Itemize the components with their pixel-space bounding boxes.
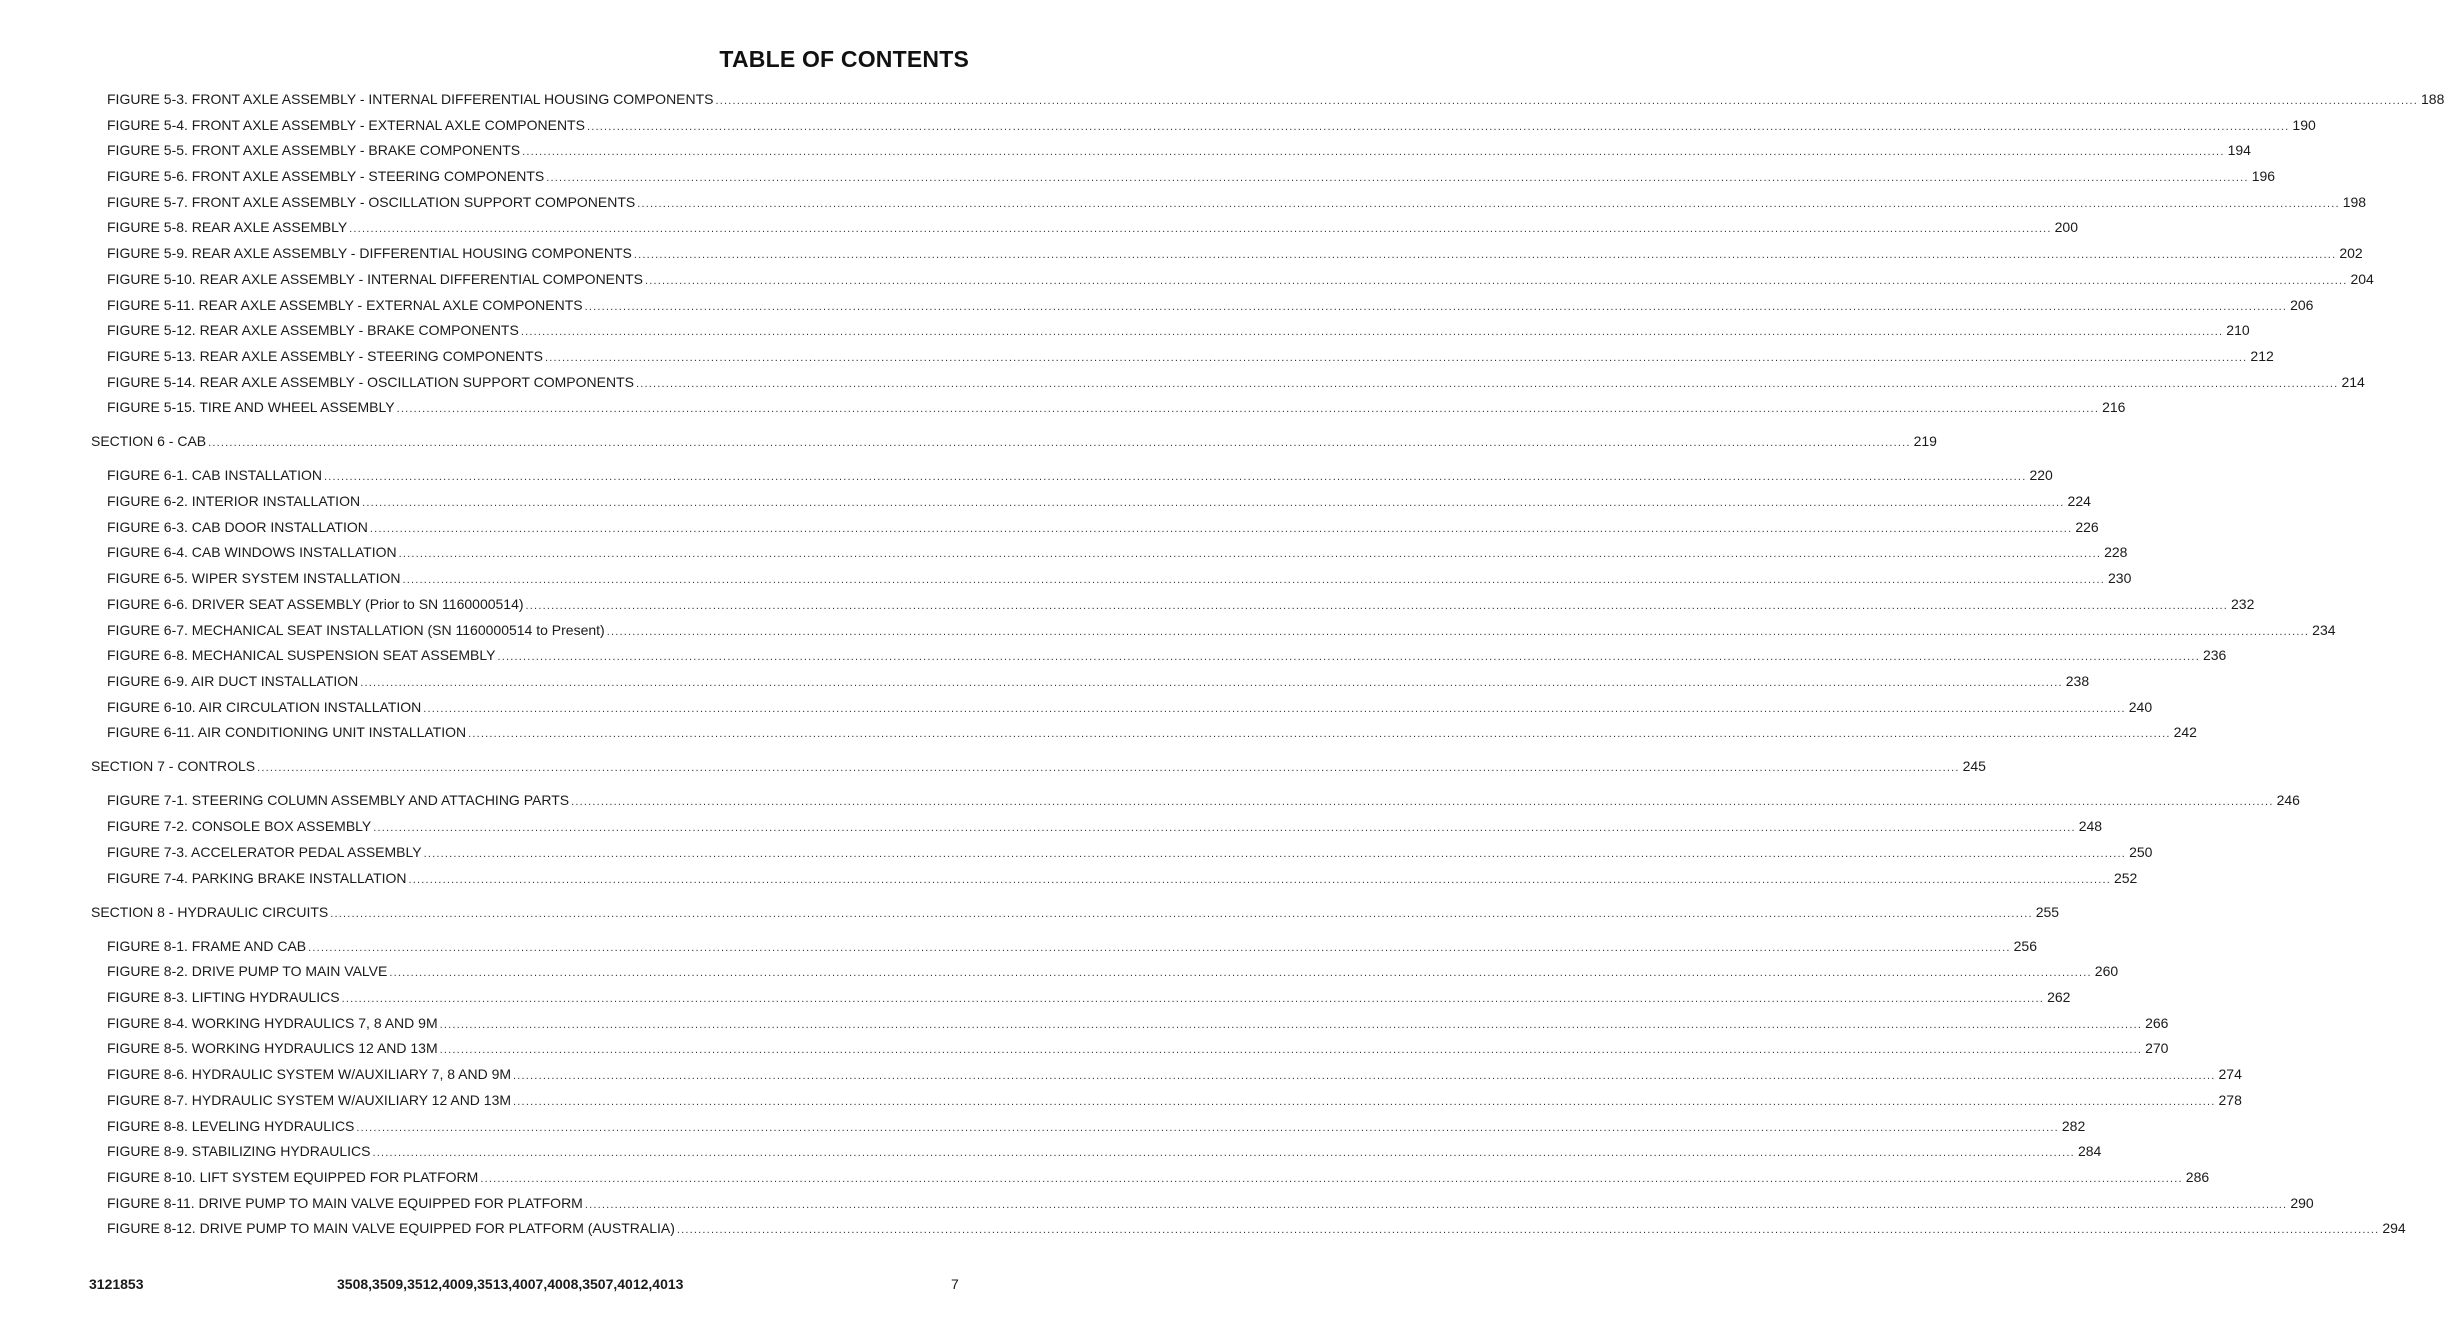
- page-footer: [0, 1276, 1024, 1298]
- dot-leader: ................................................................................................................................................................................................................................................................................................................................................................................................................: [208, 437, 1911, 450]
- toc-entry-page: 216: [2102, 399, 2126, 416]
- toc-entry-page: 234: [2312, 621, 2336, 638]
- toc-entry-page: 190: [2292, 116, 2316, 133]
- dot-leader: ................................................................................................................................................................................................................................................................................................................................................................................................................: [676, 1224, 2380, 1237]
- dot-leader: ................................................................................................................................................................................................................................................................................................................................................................................................................: [584, 300, 2288, 313]
- toc-entry-page: 255: [2035, 903, 2060, 920]
- toc-figure-entry[interactable]: [107, 489, 2091, 515]
- toc-entry-page: 252: [2113, 869, 2138, 886]
- page-title: TABLE OF CONTENTS: [719, 46, 969, 72]
- toc-figure-entry[interactable]: [107, 959, 2119, 985]
- toc-entry-page: 204: [2350, 270, 2374, 287]
- document-number: 3121853: [89, 1276, 144, 1292]
- toc-entry-label: FIGURE 6-9. AIR DUCT INSTALLATION: [107, 672, 359, 689]
- toc-entry-label: FIGURE 6-10. AIR CIRCULATION INSTALLATION: [107, 698, 422, 715]
- toc-figure-entry[interactable]: [107, 1165, 2210, 1191]
- toc-entry-label: SECTION 7 - CONTROLS: [91, 758, 256, 775]
- toc-entry-page: 238: [2065, 672, 2090, 689]
- toc-list: [0, 87, 2444, 1242]
- page-number: 7: [951, 1276, 959, 1292]
- toc-entry-label: FIGURE 5-5. FRONT AXLE ASSEMBLY - BRAKE COMPONENTS: [107, 142, 521, 159]
- toc-entry-page: 224: [2067, 493, 2091, 510]
- toc-figure-entry[interactable]: [107, 643, 2227, 669]
- toc-figure-entry[interactable]: [107, 113, 2316, 139]
- toc-entry-page: 200: [2054, 219, 2078, 236]
- toc-entry-page: 210: [2226, 322, 2250, 339]
- toc-entry-label: FIGURE 5-7. FRONT AXLE ASSEMBLY - OSCILLATION SUPPORT COMPONENTS: [107, 193, 636, 210]
- dot-leader: ................................................................................................................................................................................................................................................................................................................................................................................................................: [257, 762, 1960, 775]
- toc-entry-page: 262: [2047, 989, 2071, 1006]
- toc-figure-entry[interactable]: [107, 267, 2374, 293]
- toc-figure-entry[interactable]: [107, 618, 2336, 644]
- toc-figure-entry[interactable]: [107, 463, 2053, 489]
- toc-section-entry[interactable]: [91, 429, 1937, 455]
- dot-leader: ................................................................................................................................................................................................................................................................................................................................................................................................................: [635, 377, 2339, 390]
- toc-entry-label: FIGURE 5-10. REAR AXLE ASSEMBLY - INTERNAL DIFFERENTIAL COMPONENTS: [107, 270, 644, 287]
- dot-leader: ................................................................................................................................................................................................................................................................................................................................................................................................................: [439, 1044, 2143, 1057]
- toc-figure-entry[interactable]: [107, 515, 2099, 541]
- toc-entry-label: FIGURE 5-9. REAR AXLE ASSEMBLY - DIFFERENTIAL HOUSING COMPONENTS: [107, 245, 632, 262]
- toc-figure-entry[interactable]: [107, 720, 2197, 746]
- toc-entry-label: FIGURE 7-1. STEERING COLUMN ASSEMBLY AND ATTACHING PARTS: [107, 792, 570, 809]
- dot-leader: ................................................................................................................................................................................................................................................................................................................................................................................................................: [356, 1121, 2059, 1134]
- toc-entry-page: 219: [1913, 433, 1937, 450]
- toc-entry-page: 236: [2202, 647, 2227, 664]
- toc-entry-label: FIGURE 7-3. ACCELERATOR PEDAL ASSEMBLY: [107, 843, 422, 860]
- dot-leader: ................................................................................................................................................................................................................................................................................................................................................................................................................: [349, 223, 2052, 236]
- toc-entry-page: 246: [2276, 792, 2300, 809]
- toc-entry-label: FIGURE 6-8. MECHANICAL SUSPENSION SEAT ASSEMBLY: [107, 647, 496, 664]
- toc-entry-page: 290: [2290, 1194, 2314, 1211]
- dot-leader: ................................................................................................................................................................................................................................................................................................................................................................................................................: [645, 274, 2348, 287]
- dot-leader: ................................................................................................................................................................................................................................................................................................................................................................................................................: [637, 197, 2340, 210]
- toc-figure-entry[interactable]: [107, 566, 2132, 592]
- dot-leader: ................................................................................................................................................................................................................................................................................................................................................................................................................: [372, 1147, 2075, 1160]
- toc-figure-entry[interactable]: [107, 1062, 2242, 1088]
- toc-entry-page: 228: [2104, 544, 2128, 561]
- toc-entry-label: FIGURE 6-3. CAB DOOR INSTALLATION: [107, 518, 368, 535]
- toc-figure-entry[interactable]: [107, 985, 2071, 1011]
- toc-entry-label: FIGURE 8-11. DRIVE PUMP TO MAIN VALVE EQUIPPED FOR PLATFORM: [107, 1194, 583, 1211]
- toc-entry-page: 248: [2078, 818, 2103, 835]
- toc-entry-label: FIGURE 6-5. WIPER SYSTEM INSTALLATION: [107, 570, 401, 587]
- toc-figure-entry[interactable]: [107, 840, 2153, 866]
- toc-entry-page: 188: [2421, 91, 2444, 107]
- toc-entry-page: 198: [2342, 193, 2367, 210]
- dot-leader: ................................................................................................................................................................................................................................................................................................................................................................................................................: [715, 95, 2418, 107]
- toc-figure-entry[interactable]: [107, 138, 2251, 164]
- dot-leader: ................................................................................................................................................................................................................................................................................................................................................................................................................: [423, 847, 2127, 860]
- toc-entry-page: 270: [2145, 1040, 2169, 1057]
- toc-entry-page: 278: [2218, 1091, 2242, 1108]
- toc-entry-label: FIGURE 5-11. REAR AXLE ASSEMBLY - EXTERNAL AXLE COMPONENTS: [107, 296, 583, 313]
- toc-entry-label: FIGURE 8-9. STABILIZING HYDRAULICS: [107, 1143, 371, 1160]
- toc-figure-entry[interactable]: [107, 1011, 2169, 1037]
- toc-entry-page: 284: [2077, 1143, 2102, 1160]
- dot-leader: ................................................................................................................................................................................................................................................................................................................................................................................................................: [513, 1070, 2216, 1083]
- toc-entry-label: FIGURE 6-11. AIR CONDITIONING UNIT INSTALLATION: [107, 724, 467, 741]
- dot-leader: ................................................................................................................................................................................................................................................................................................................................................................................................................: [525, 599, 2229, 612]
- toc-figure-entry[interactable]: [107, 370, 2365, 396]
- toc-figure-entry[interactable]: [107, 318, 2250, 344]
- dot-leader: ................................................................................................................................................................................................................................................................................................................................................................................................................: [330, 907, 2033, 920]
- dot-leader: ................................................................................................................................................................................................................................................................................................................................................................................................................: [497, 651, 2200, 664]
- dot-leader: ................................................................................................................................................................................................................................................................................................................................................................................................................: [468, 728, 2171, 741]
- toc-entry-label: FIGURE 8-4. WORKING HYDRAULICS 7, 8 AND 9M: [107, 1014, 438, 1031]
- toc-entry-page: 226: [2075, 518, 2099, 535]
- toc-entry-page: 245: [1962, 758, 1986, 775]
- toc-entry-page: 282: [2061, 1117, 2086, 1134]
- toc-entry-label: FIGURE 6-1. CAB INSTALLATION: [107, 467, 322, 484]
- dot-leader: ................................................................................................................................................................................................................................................................................................................................................................................................................: [633, 249, 2337, 262]
- toc-entry-page: 240: [2128, 698, 2153, 715]
- toc-figure-entry[interactable]: [107, 293, 2314, 319]
- toc-entry-label: FIGURE 8-5. WORKING HYDRAULICS 12 AND 13M: [107, 1040, 438, 1057]
- toc-entry-page: 220: [2029, 467, 2053, 484]
- toc-entry-page: 260: [2094, 963, 2119, 980]
- toc-entry-label: FIGURE 8-10. LIFT SYSTEM EQUIPPED FOR PLATFORM: [107, 1168, 479, 1185]
- toc-figure-entry[interactable]: [107, 814, 2103, 840]
- toc-entry-page: 286: [2185, 1168, 2210, 1185]
- toc-entry-page: 266: [2145, 1014, 2169, 1031]
- toc-figure-entry[interactable]: [107, 395, 2126, 421]
- dot-leader: ................................................................................................................................................................................................................................................................................................................................................................................................................: [606, 625, 2310, 638]
- toc-entry-page: 230: [2108, 570, 2132, 587]
- toc-entry-page: 274: [2218, 1066, 2242, 1083]
- toc-entry-page: 196: [2251, 168, 2276, 185]
- dot-leader: ................................................................................................................................................................................................................................................................................................................................................................................................................: [544, 351, 2248, 364]
- toc-figure-entry[interactable]: [107, 1036, 2169, 1062]
- toc-entry-page: 232: [2231, 595, 2255, 612]
- toc-entry-label: SECTION 8 - HYDRAULIC CIRCUITS: [91, 903, 329, 920]
- toc-entry-label: FIGURE 6-6. DRIVER SEAT ASSEMBLY (Prior to SN 1160000514): [107, 595, 524, 612]
- dot-leader: ................................................................................................................................................................................................................................................................................................................................................................................................................: [513, 1095, 2216, 1108]
- toc-entry-page: 206: [2290, 296, 2314, 313]
- dot-leader: ................................................................................................................................................................................................................................................................................................................................................................................................................: [586, 120, 2290, 133]
- toc-figure-entry[interactable]: [107, 669, 2090, 695]
- toc-entry-page: 294: [2382, 1220, 2406, 1237]
- toc-entry-page: 256: [2013, 937, 2037, 954]
- toc-figure-entry[interactable]: [107, 344, 2274, 370]
- toc-entry-label: FIGURE 8-8. LEVELING HYDRAULICS: [107, 1117, 355, 1134]
- toc-figure-entry[interactable]: [107, 87, 2444, 113]
- toc-entry-page: 194: [2227, 142, 2251, 159]
- toc-figure-entry[interactable]: [107, 215, 2078, 241]
- toc-entry-label: FIGURE 8-3. LIFTING HYDRAULICS: [107, 989, 340, 1006]
- toc-figure-entry[interactable]: [107, 164, 2276, 190]
- dot-leader: ................................................................................................................................................................................................................................................................................................................................................................................................................: [396, 403, 2100, 416]
- toc-entry-label: FIGURE 8-1. FRAME AND CAB: [107, 937, 307, 954]
- toc-figure-entry[interactable]: [107, 695, 2153, 721]
- toc-figure-entry[interactable]: [107, 592, 2255, 618]
- toc-entry-page: 214: [2341, 373, 2365, 390]
- toc-entry-label: FIGURE 7-2. CONSOLE BOX ASSEMBLY: [107, 818, 372, 835]
- toc-entry-label: FIGURE 5-15. TIRE AND WHEEL ASSEMBLY: [107, 399, 395, 416]
- dot-leader: ................................................................................................................................................................................................................................................................................................................................................................................................................: [522, 146, 2225, 159]
- toc-figure-entry[interactable]: [107, 1139, 2102, 1165]
- dot-leader: ................................................................................................................................................................................................................................................................................................................................................................................................................: [398, 548, 2102, 561]
- toc-figure-entry[interactable]: [107, 1114, 2086, 1140]
- toc-figure-entry[interactable]: [107, 866, 2138, 892]
- dot-leader: ................................................................................................................................................................................................................................................................................................................................................................................................................: [323, 471, 2027, 484]
- dot-leader: ................................................................................................................................................................................................................................................................................................................................................................................................................: [439, 1018, 2143, 1031]
- toc-entry-page: 212: [2250, 347, 2274, 364]
- dot-leader: ................................................................................................................................................................................................................................................................................................................................................................................................................: [520, 326, 2224, 339]
- toc-figure-entry[interactable]: [107, 241, 2363, 267]
- toc-entry-label: FIGURE 6-2. INTERIOR INSTALLATION: [107, 493, 361, 510]
- toc-figure-entry[interactable]: [107, 934, 2037, 960]
- dot-leader: ................................................................................................................................................................................................................................................................................................................................................................................................................: [360, 676, 2063, 689]
- toc-entry-label: FIGURE 7-4. PARKING BRAKE INSTALLATION: [107, 869, 407, 886]
- dot-leader: ................................................................................................................................................................................................................................................................................................................................................................................................................: [389, 967, 2092, 980]
- toc-entry-label: FIGURE 5-6. FRONT AXLE ASSEMBLY - STEERING COMPONENTS: [107, 168, 545, 185]
- toc-entry-label: FIGURE 8-2. DRIVE PUMP TO MAIN VALVE: [107, 963, 388, 980]
- dot-leader: ................................................................................................................................................................................................................................................................................................................................................................................................................: [571, 796, 2274, 809]
- toc-entry-label: FIGURE 8-12. DRIVE PUMP TO MAIN VALVE EQUIPPED FOR PLATFORM (AUSTRALIA): [107, 1220, 675, 1237]
- dot-leader: ................................................................................................................................................................................................................................................................................................................................................................................................................: [308, 941, 2011, 954]
- dot-leader: ................................................................................................................................................................................................................................................................................................................................................................................................................: [362, 497, 2065, 510]
- dot-leader: ................................................................................................................................................................................................................................................................................................................................................................................................................: [408, 873, 2111, 886]
- toc-figure-entry[interactable]: [107, 1216, 2406, 1242]
- dot-leader: ................................................................................................................................................................................................................................................................................................................................................................................................................: [402, 574, 2105, 587]
- toc-entry-label: FIGURE 5-8. REAR AXLE ASSEMBLY: [107, 219, 348, 236]
- toc-entry-label: SECTION 6 - CAB: [91, 433, 207, 450]
- toc-entry-page: 242: [2173, 724, 2197, 741]
- dot-leader: ................................................................................................................................................................................................................................................................................................................................................................................................................: [584, 1198, 2288, 1211]
- toc-entry-page: 202: [2339, 245, 2363, 262]
- toc-section-entry[interactable]: [91, 754, 1986, 780]
- toc-figure-entry[interactable]: [107, 788, 2300, 814]
- dot-leader: ................................................................................................................................................................................................................................................................................................................................................................................................................: [369, 522, 2073, 535]
- dot-leader: ................................................................................................................................................................................................................................................................................................................................................................................................................: [546, 172, 2249, 185]
- toc-entry-label: FIGURE 8-6. HYDRAULIC SYSTEM W/AUXILIARY 7, 8 AND 9M: [107, 1066, 512, 1083]
- dot-leader: ................................................................................................................................................................................................................................................................................................................................................................................................................: [480, 1172, 2183, 1185]
- toc-entry-label: FIGURE 5-3. FRONT AXLE ASSEMBLY - INTERNAL DIFFERENTIAL HOUSING COMPONENTS: [107, 91, 714, 107]
- toc-entry-label: FIGURE 5-13. REAR AXLE ASSEMBLY - STEERING COMPONENTS: [107, 347, 543, 364]
- toc-section-entry[interactable]: [91, 900, 2060, 926]
- toc-entry-label: FIGURE 8-7. HYDRAULIC SYSTEM W/AUXILIARY 12 AND 13M: [107, 1091, 512, 1108]
- toc-entry-label: FIGURE 6-4. CAB WINDOWS INSTALLATION: [107, 544, 397, 561]
- dot-leader: ................................................................................................................................................................................................................................................................................................................................................................................................................: [373, 822, 2076, 835]
- model-numbers: 3508,3509,3512,4009,3513,4007,4008,3507,4012,4013: [337, 1276, 684, 1292]
- toc-entry-page: 250: [2129, 843, 2153, 860]
- dot-leader: ................................................................................................................................................................................................................................................................................................................................................................................................................: [341, 993, 2045, 1006]
- toc-figure-entry[interactable]: [107, 1088, 2242, 1114]
- toc-figure-entry[interactable]: [107, 190, 2367, 216]
- dot-leader: ................................................................................................................................................................................................................................................................................................................................................................................................................: [423, 702, 2126, 715]
- toc-figure-entry[interactable]: [107, 540, 2128, 566]
- toc-entry-label: FIGURE 5-4. FRONT AXLE ASSEMBLY - EXTERNAL AXLE COMPONENTS: [107, 116, 585, 133]
- toc-entry-label: FIGURE 5-14. REAR AXLE ASSEMBLY - OSCILLATION SUPPORT COMPONENTS: [107, 373, 634, 390]
- toc-entry-label: FIGURE 5-12. REAR AXLE ASSEMBLY - BRAKE COMPONENTS: [107, 322, 519, 339]
- toc-entry-label: FIGURE 6-7. MECHANICAL SEAT INSTALLATION (SN 1160000514 to Present): [107, 621, 605, 638]
- toc-figure-entry[interactable]: [107, 1191, 2314, 1217]
